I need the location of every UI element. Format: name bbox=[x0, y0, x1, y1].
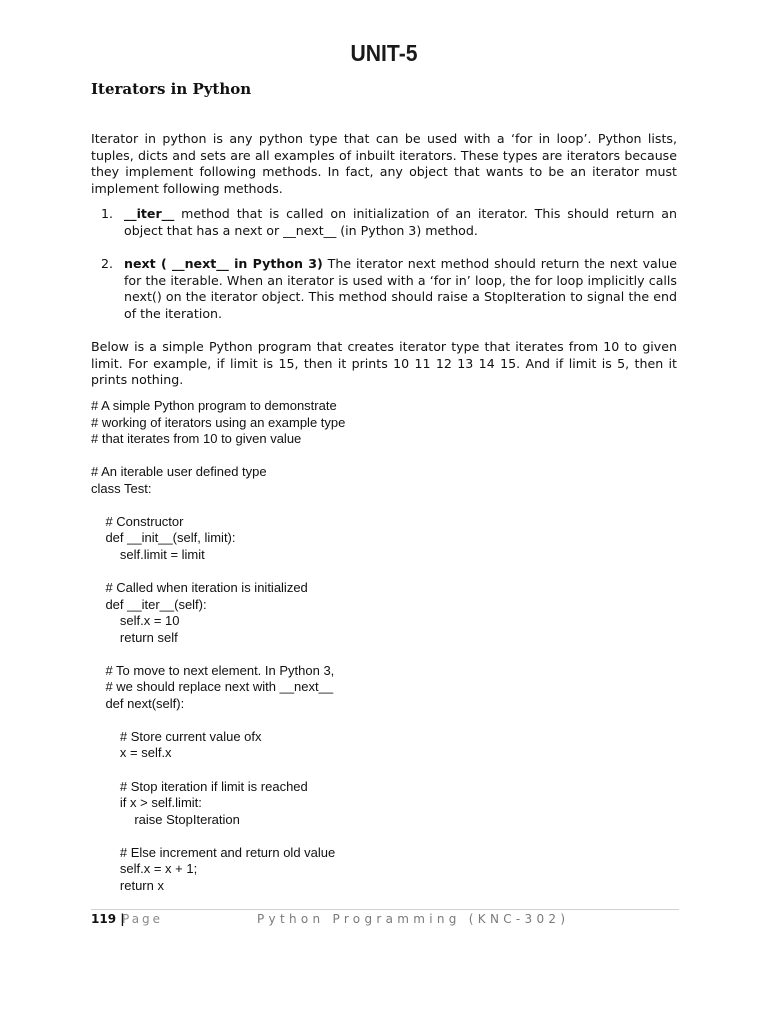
code-line: self.x = 10 bbox=[91, 613, 180, 629]
code-line bbox=[91, 448, 677, 465]
code-line: if x > self.limit: bbox=[91, 795, 202, 811]
code-line: # working of iterators using an example type bbox=[91, 414, 346, 430]
list-text bbox=[124, 206, 677, 239]
code-line: # To move to next element. In Python 3, bbox=[91, 662, 335, 678]
example-paragraph: Below is a simple Python program that creates iterator type that iterates from 10 to given limit. For example, if limit is 15, then it prints 10 11 12 13 14 15. And if limit is 5, then it prints nothing. bbox=[91, 339, 677, 387]
code-line bbox=[91, 497, 677, 514]
intro-paragraph: Iterator in python is any python type that can be used with a ‘for in loop’. Python lists, tuples, dicts and sets are all examples of inbuilt iterators. These types are iterators because they implement following methods. In fact, any object that wants to be an iterator must implement following methods. bbox=[91, 131, 677, 196]
code-block bbox=[91, 398, 677, 894]
method-description: method that is called on initialization of an iterator. This should return an object that has a next or __next__ (in Python 3) method. bbox=[124, 206, 677, 238]
page-label: Page bbox=[122, 912, 164, 926]
code-line: self.limit = limit bbox=[91, 546, 205, 562]
code-line: # Stop iteration if limit is reached bbox=[91, 778, 308, 794]
code-line: # An iterable user defined type bbox=[91, 464, 267, 480]
code-line bbox=[91, 762, 677, 779]
unit-title: UNIT-5 bbox=[350, 40, 418, 66]
method-term: __iter__ bbox=[124, 206, 175, 221]
code-line bbox=[91, 646, 677, 663]
method-description: The iterator next method should return the next value for the iterable. When an iterator is used with a ‘for in’ loop, the for loop implicitly calls next() on the iterator object. This method should raise a StopIteration to signal the end of the iteration. bbox=[124, 256, 677, 321]
footer-divider bbox=[91, 909, 679, 910]
method-term: next ( __next__ in Python 3) bbox=[124, 256, 323, 271]
code-line bbox=[91, 828, 677, 845]
list-text bbox=[124, 256, 677, 322]
code-line: # Called when iteration is initialized bbox=[91, 580, 308, 596]
code-line: # we should replace next with __next__ bbox=[91, 679, 334, 695]
code-line: def __iter__(self): bbox=[91, 596, 207, 612]
page-footer bbox=[91, 912, 679, 930]
course-title: Python Programming (KNC-302) bbox=[257, 912, 570, 926]
code-line: # Else increment and return old value bbox=[91, 844, 336, 860]
list-number: 2. bbox=[101, 256, 114, 271]
section-heading: Iterators in Python bbox=[91, 80, 252, 98]
code-line bbox=[91, 563, 677, 580]
page-number: 119 | bbox=[91, 912, 125, 926]
code-line: # A simple Python program to demonstrate bbox=[91, 398, 337, 413]
code-line: self.x = x + 1; bbox=[91, 861, 198, 877]
code-line bbox=[91, 712, 677, 729]
code-line: # that iterates from 10 to given value bbox=[91, 431, 302, 447]
code-line: # Store current value ofx bbox=[91, 728, 262, 744]
code-line: return x bbox=[91, 877, 164, 893]
list-number: 1. bbox=[101, 206, 114, 221]
code-line: class Test: bbox=[91, 480, 152, 496]
code-line: x = self.x bbox=[91, 745, 172, 761]
code-line: raise StopIteration bbox=[91, 811, 240, 827]
code-line: def __init__(self, limit): bbox=[91, 530, 236, 546]
code-line: def next(self): bbox=[91, 695, 185, 711]
code-line: return self bbox=[91, 629, 178, 645]
code-line: # Constructor bbox=[91, 513, 184, 529]
